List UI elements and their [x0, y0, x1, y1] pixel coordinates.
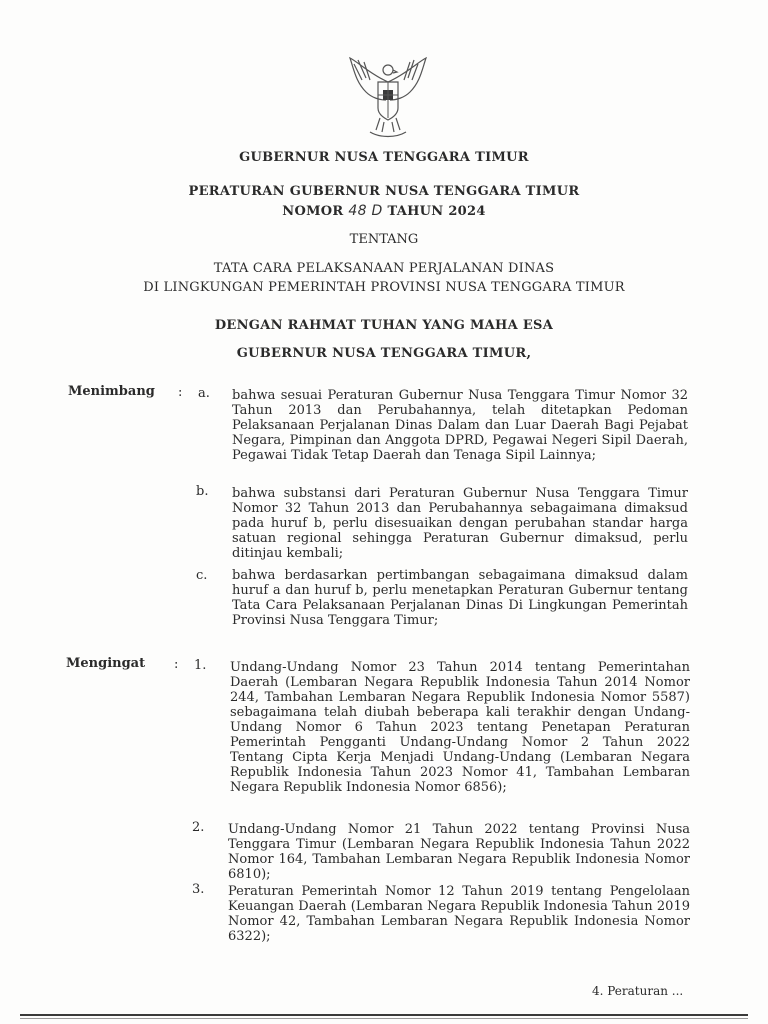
- mengingat-mark-1: 1.: [194, 658, 207, 673]
- menimbang-item-c: bahwa berdasarkan pertimbangan sebagaimana dimaksud dalam huruf a dan huruf b, perlu menetapkan Peraturan Gubernur tentang Tata Cara Pelaksanaan Perjalanan Dinas Di Lingkungan Pemerintah Provinsi Nusa Tenggara Timur;: [232, 568, 688, 628]
- menimbang-item-b: bahwa substansi dari Peraturan Gubernur Nusa Tenggara Timur Nomor 32 Tahun 2013 dan Perubahannya sebagaimana dimaksud pada huruf b, perlu disesuaikan dengan perubahan standar harga satuan regional sehingga Peraturan Gubernur dimaksud, perlu ditinjau kembali;: [232, 486, 688, 561]
- regulation-number: [0, 203, 768, 219]
- menimbang-colon: :: [178, 385, 183, 400]
- bottom-rule-secondary: [20, 1018, 748, 1019]
- menimbang-mark-c: c.: [196, 568, 208, 583]
- mengingat-colon: :: [174, 657, 179, 672]
- mengingat-item-1: Undang-Undang Nomor 23 Tahun 2014 tentang Pemerintahan Daerah (Lembaran Negara Republik Indonesia Tahun 2014 Nomor 244, Tambahan Lembaran Negara Republik Indonesia Nomor 5587) sebagaimana telah diubah beberapa kali terakhir dengan Undang-Undang Nomor 6 Tahun 2023 tentang Penetapan Peraturan Pemerintah Pengganti Undang-Undang Nomor 2 Tahun 2022 Tentang Cipta Kerja Menjadi Undang-Undang (Lembaran Negara Republik Indonesia Tahun 2023 Nomor 41, Tambahan Lembaran Negara Republik Indonesia Nomor 6856);: [230, 660, 690, 795]
- blessing-line: DENGAN RAHMAT TUHAN YANG MAHA ESA: [214, 318, 554, 333]
- mengingat-mark-2: 2.: [192, 820, 205, 835]
- mengingat-mark-3: 3.: [192, 882, 205, 897]
- tentang-label: TENTANG: [349, 232, 419, 247]
- governor-line: GUBERNUR NUSA TENGGARA TIMUR,: [236, 346, 532, 361]
- mengingat-item-3: Peraturan Pemerintah Nomor 12 Tahun 2019 tentang Pengelolaan Keuangan Daerah (Lembaran Negara Republik Indonesia Tahun 2019 Nomor 42, Tambahan Lembaran Negara Republik Indonesia Nomor 6322);: [228, 884, 690, 944]
- subject-line-2: DI LINGKUNGAN PEMERINTAH PROVINSI NUSA TENGGARA TIMUR: [143, 280, 625, 295]
- tahun-label: TAHUN 2024: [387, 204, 486, 219]
- mengingat-label: Mengingat: [66, 656, 146, 671]
- bottom-rule: [20, 1014, 748, 1016]
- menimbang-label: Menimbang: [68, 384, 155, 399]
- menimbang-item-a: bahwa sesuai Peraturan Gubernur Nusa Tenggara Timur Nomor 32 Tahun 2013 dan Perubahannya, telah ditetapkan Pedoman Pelaksanaan Perjalanan Dinas Dalam dan Luar Daerah Bagi Pejabat Negara, Pimpinan dan Anggota DPRD, Pegawai Negeri Sipil Daerah, Pegawai Tidak Tetap Daerah dan Tenaga Sipil Lainnya;: [232, 388, 688, 463]
- garuda-emblem-icon: [340, 52, 436, 140]
- next-page-indicator: 4. Peraturan ...: [592, 984, 684, 998]
- issuer-title: GUBERNUR NUSA TENGGARA TIMUR: [239, 150, 529, 165]
- menimbang-mark-a: a.: [198, 386, 210, 401]
- mengingat-item-2: Undang-Undang Nomor 21 Tahun 2022 tentang Provinsi Nusa Tenggara Timur (Lembaran Negara Republik Indonesia Tahun 2022 Nomor 164, Tambahan Lembaran Negara Republik Indonesia Nomor 6810);: [228, 822, 690, 882]
- menimbang-mark-b: b.: [196, 484, 209, 499]
- regulation-title: PERATURAN GUBERNUR NUSA TENGGARA TIMUR: [188, 184, 580, 199]
- subject-line-1: TATA CARA PELAKSANAAN PERJALANAN DINAS: [213, 261, 555, 276]
- nomor-value: 48 D: [348, 203, 383, 219]
- nomor-label: NOMOR: [282, 204, 344, 219]
